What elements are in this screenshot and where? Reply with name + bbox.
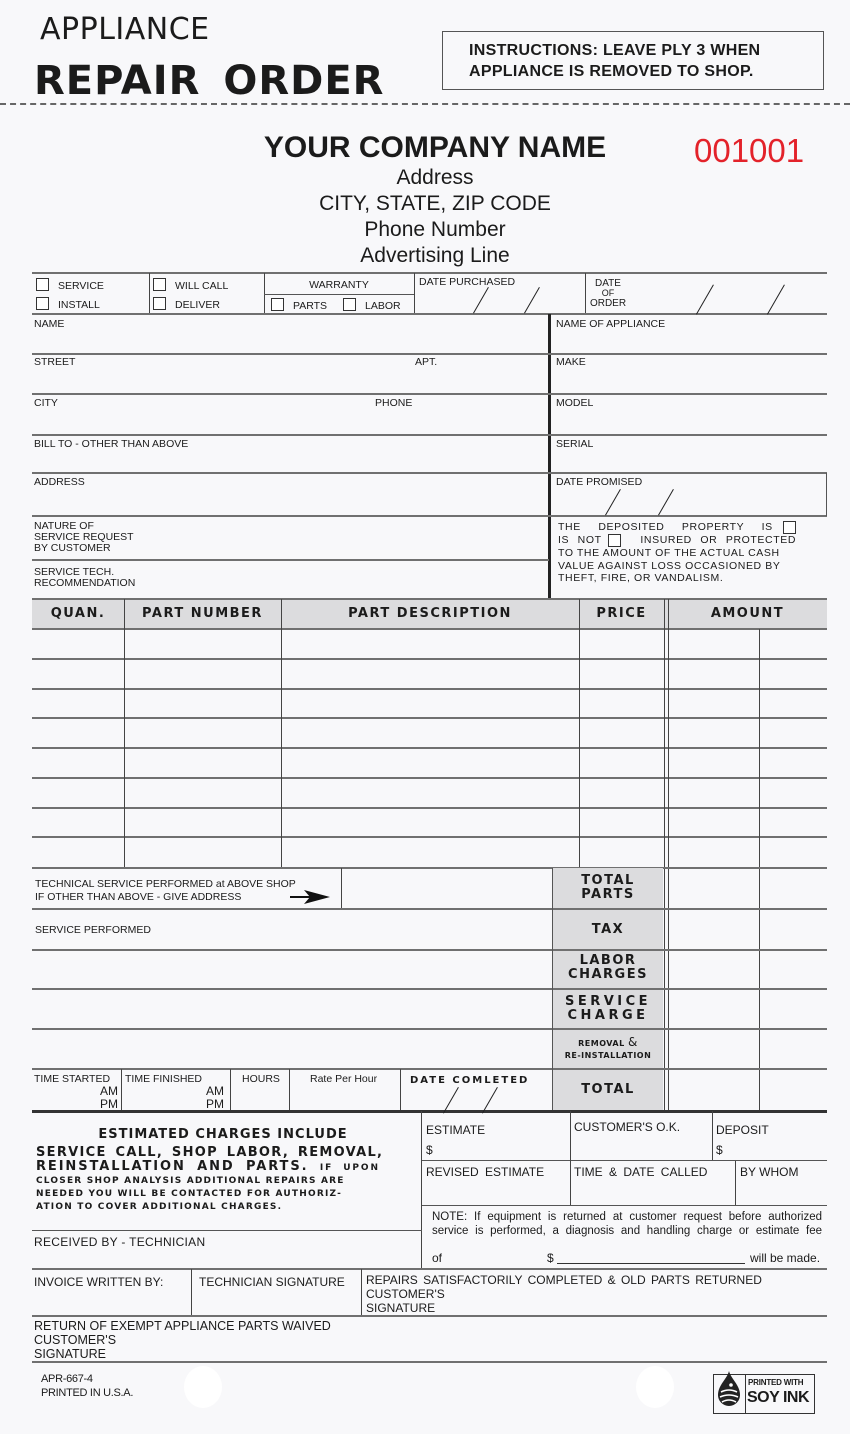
apt-field[interactable]: APT.	[415, 356, 438, 368]
estimate-terms-line2	[36, 1160, 410, 1175]
soy-drop-icon	[714, 1369, 744, 1407]
estimate-terms	[36, 1127, 410, 1214]
customer-ok-field[interactable]: CUSTOMER'S O.K.	[574, 1120, 681, 1134]
punch-hole	[636, 1366, 674, 1408]
note-line2: service is performed, a diagnosis and handling charge or estimate fee	[432, 1225, 822, 1237]
rate-per-hour-field[interactable]: Rate Per Hour	[310, 1073, 378, 1085]
company-name: YOUR COMPANY NAME	[263, 131, 607, 164]
time-finished-label: TIME FINISHED	[125, 1073, 203, 1085]
total-parts-line1: TOTAL	[581, 873, 635, 888]
phone-field[interactable]: PHONE	[375, 397, 413, 409]
deposit-disclaimer	[558, 521, 796, 585]
form-title-repair-order: REPAIR ORDER	[34, 58, 385, 104]
parts-table-row[interactable]	[32, 808, 827, 838]
service-performed-field[interactable]: SERVICE PERFORMED	[35, 924, 151, 936]
return-note	[432, 1210, 822, 1238]
column-header-part-number: PART NUMBER	[142, 606, 263, 621]
note-of: of	[432, 1251, 443, 1265]
column-header-quan: QUAN.	[50, 606, 106, 621]
received-by-technician-field[interactable]: RECEIVED BY - TECHNICIAN	[34, 1235, 206, 1249]
checkbox-icon[interactable]	[36, 297, 49, 310]
checkbox-icon[interactable]	[36, 278, 49, 291]
nature-line2: SERVICE REQUEST	[34, 531, 134, 543]
date-of-order-line1: DATE	[595, 278, 621, 289]
punch-hole	[184, 1366, 222, 1408]
note-will-be-made: will be made.	[750, 1251, 821, 1265]
printed-in-usa: PRINTED IN U.S.A.	[41, 1387, 134, 1399]
parts-table-row[interactable]	[32, 718, 827, 748]
repairs-completed-signature-field[interactable]	[366, 1273, 762, 1315]
date-separator	[473, 287, 489, 313]
parts-table-row[interactable]	[32, 837, 827, 867]
soy-ink-logo	[713, 1374, 815, 1414]
estimate-terms-line5: ATION TO COVER ADDITIONAL CHARGES.	[36, 1202, 283, 1212]
parts-table-row[interactable]	[32, 748, 827, 778]
estimate-label: ESTIMATE	[426, 1123, 486, 1137]
removal-reinstallation-label	[553, 1036, 663, 1062]
estimate-dollar: $	[426, 1143, 433, 1157]
company-advertising: Advertising Line	[360, 244, 510, 267]
tech-service-line1: TECHNICAL SERVICE PERFORMED at ABOVE SHOP	[35, 878, 296, 890]
checkbox-icon[interactable]	[153, 297, 166, 310]
estimate-field[interactable]	[426, 1120, 485, 1160]
company-phone: Phone Number	[364, 218, 506, 241]
deliver-checkbox[interactable]	[153, 297, 220, 311]
hours-field[interactable]: HOURS	[242, 1073, 280, 1085]
is-insured-checkbox[interactable]	[783, 521, 796, 534]
disclaimer-line2a: IS NOT	[558, 534, 602, 546]
repairs-line2: CUSTOMER'S	[366, 1287, 445, 1301]
service-charge-line1: SERVICE	[564, 994, 652, 1009]
note-fee-input[interactable]	[557, 1263, 745, 1264]
checkbox-icon[interactable]	[271, 298, 284, 311]
date-separator	[524, 287, 540, 313]
serial-field[interactable]: SERIAL	[556, 438, 594, 450]
will-call-label: WILL CALL	[175, 280, 229, 292]
removal-line2: RE-INSTALLATION	[564, 1051, 652, 1060]
deposit-label: DEPOSIT	[716, 1123, 769, 1137]
is-not-insured-checkbox[interactable]	[608, 534, 621, 547]
name-field[interactable]: NAME	[34, 318, 65, 330]
order-number: 001001	[694, 132, 805, 169]
total-parts-line2: PARTS	[581, 887, 635, 902]
estimate-terms-heading: ESTIMATED CHARGES INCLUDE	[98, 1127, 348, 1142]
perforation-line	[0, 103, 850, 105]
total-label: TOTAL	[581, 1082, 635, 1097]
date-separator	[605, 489, 621, 515]
model-field[interactable]: MODEL	[556, 397, 594, 409]
tech-recommendation-field[interactable]	[34, 567, 135, 589]
disclaimer-line4: VALUE AGAINST LOSS OCCASIONED BY	[558, 559, 781, 572]
service-label: SERVICE	[58, 280, 104, 292]
estimate-terms-line2a: REINSTALLATION AND PARTS.	[36, 1159, 309, 1174]
tech-service-line2: IF OTHER THAN ABOVE - GIVE ADDRESS	[35, 890, 242, 903]
nature-line1: NATURE OF	[34, 520, 94, 532]
date-promised-field[interactable]: DATE PROMISED	[556, 476, 643, 488]
deposit-field[interactable]	[716, 1120, 769, 1160]
parts-table-row[interactable]	[32, 689, 827, 719]
form-number: APR-667-4	[41, 1373, 93, 1385]
bill-address-field[interactable]: ADDRESS	[34, 476, 85, 488]
company-city-state-zip: CITY, STATE, ZIP CODE	[319, 192, 551, 215]
company-address: Address	[396, 166, 474, 189]
repairs-line3: SIGNATURE	[366, 1301, 436, 1315]
tax-label: TAX	[591, 922, 625, 937]
install-label: INSTALL	[58, 299, 100, 311]
time-started-label: TIME STARTED	[34, 1073, 111, 1085]
tech-service-location-field[interactable]	[35, 878, 296, 903]
soy-ink-line1: PRINTED WITH	[748, 1378, 804, 1387]
exempt-line2: CUSTOMER'S	[34, 1333, 117, 1347]
time-date-called-field[interactable]: TIME & DATE CALLED	[574, 1165, 708, 1179]
form-title-appliance: APPLIANCE	[40, 12, 210, 47]
street-field[interactable]: STREET	[34, 356, 76, 368]
time-started-pm[interactable]: PM	[100, 1097, 118, 1111]
time-finished-am[interactable]: AM	[206, 1084, 224, 1098]
date-of-order-line3: ORDER	[589, 298, 627, 309]
column-header-price: PRICE	[596, 606, 647, 621]
time-finished-pm[interactable]: PM	[206, 1097, 224, 1111]
tech-rec-line2: RECOMMENDATION	[34, 577, 136, 589]
disclaimer-line3: TO THE AMOUNT OF THE ACTUAL CASH	[558, 547, 780, 559]
warranty-label: WARRANTY	[309, 279, 369, 291]
bill-to-field[interactable]: BILL TO - OTHER THAN ABOVE	[34, 438, 189, 450]
total-parts-label	[553, 874, 663, 902]
date-of-order-label	[586, 278, 630, 309]
note-line1: NOTE: If equipment is returned at customer request before authorized	[432, 1211, 822, 1223]
disclaimer-line5: THEFT, FIRE, OR VANDALISM.	[558, 572, 724, 585]
soy-ink-line2: SOY INK	[747, 1389, 809, 1406]
date-separator	[767, 285, 785, 315]
warranty-labor-label: LABOR	[365, 300, 401, 312]
exempt-parts-signature-field[interactable]	[34, 1319, 331, 1361]
date-separator	[696, 285, 714, 315]
exempt-line1: RETURN OF EXEMPT APPLIANCE PARTS WAIVED	[34, 1319, 331, 1333]
nature-line3: BY CUSTOMER	[34, 542, 111, 554]
parts-table-row[interactable]	[32, 778, 827, 808]
estimate-terms-line2b: IF UPON	[319, 1163, 380, 1173]
labor-charges-label	[553, 954, 663, 982]
instructions-line2: APPLIANCE IS REMOVED TO SHOP.	[469, 63, 754, 80]
removal-line1: REMOVAL	[578, 1039, 625, 1048]
deposit-dollar: $	[716, 1143, 723, 1157]
date-completed-field[interactable]: DATE COMLETED	[410, 1075, 530, 1086]
estimate-terms-line4: NEEDED YOU WILL BE CONTACTED FOR AUTHORIZ-	[36, 1189, 343, 1199]
revised-estimate-field[interactable]: REVISED ESTIMATE	[426, 1165, 545, 1179]
labor-line2: CHARGES	[568, 967, 648, 982]
make-field[interactable]: MAKE	[556, 356, 586, 368]
parts-table-row[interactable]	[32, 629, 827, 659]
nature-of-service-field[interactable]	[34, 521, 134, 554]
warranty-labor-checkbox[interactable]	[343, 298, 401, 312]
note-fee-dollar: $	[547, 1251, 554, 1265]
service-charge-label	[553, 995, 663, 1023]
time-started-am[interactable]: AM	[100, 1084, 118, 1098]
repairs-line1: REPAIRS SATISFACTORILY COMPLETED & OLD PARTS RETURNED	[366, 1273, 762, 1287]
estimate-terms-line3: CLOSER SHOP ANALYSIS ADDITIONAL REPAIRS ARE	[36, 1176, 345, 1186]
instructions-line1: INSTRUCTIONS: LEAVE PLY 3 WHEN	[469, 42, 761, 59]
city-field[interactable]: CITY	[34, 397, 58, 409]
date-separator	[658, 489, 674, 515]
service-charge-line2: CHARGE	[567, 1008, 649, 1023]
exempt-line3: SIGNATURE	[34, 1347, 106, 1361]
checkbox-icon[interactable]	[153, 278, 166, 291]
column-header-part-description: PART DESCRIPTION	[348, 606, 512, 621]
service-checkbox[interactable]	[36, 278, 104, 292]
arrow-right-icon	[290, 889, 332, 905]
disclaimer-line1: THE DEPOSITED PROPERTY IS	[558, 521, 773, 533]
invoice-written-by-field[interactable]: INVOICE WRITTEN BY:	[34, 1275, 164, 1289]
parts-table-row[interactable]	[32, 659, 827, 689]
date-of-order-line2: OF	[601, 288, 615, 298]
warranty-parts-label: PARTS	[293, 300, 328, 312]
checkbox-icon[interactable]	[343, 298, 356, 311]
removal-ampersand: &	[628, 1035, 638, 1049]
appliance-name-field[interactable]: NAME OF APPLIANCE	[556, 318, 666, 330]
date-purchased-label: DATE PURCHASED	[419, 276, 516, 288]
tech-rec-line1: SERVICE TECH.	[34, 566, 115, 578]
disclaimer-line2b: INSURED OR PROTECTED	[640, 534, 796, 546]
labor-line1: LABOR	[579, 953, 637, 968]
column-header-amount: AMOUNT	[710, 606, 785, 621]
will-call-checkbox[interactable]	[153, 278, 228, 292]
warranty-parts-checkbox[interactable]	[271, 298, 327, 312]
deliver-label: DELIVER	[175, 299, 220, 311]
instructions-box	[442, 31, 824, 90]
install-checkbox[interactable]	[36, 297, 100, 311]
by-whom-field[interactable]: BY WHOM	[740, 1165, 799, 1179]
technician-signature-field[interactable]: TECHNICIAN SIGNATURE	[199, 1275, 345, 1289]
estimate-terms-line1: SERVICE CALL, SHOP LABOR, REMOVAL,	[36, 1145, 384, 1160]
